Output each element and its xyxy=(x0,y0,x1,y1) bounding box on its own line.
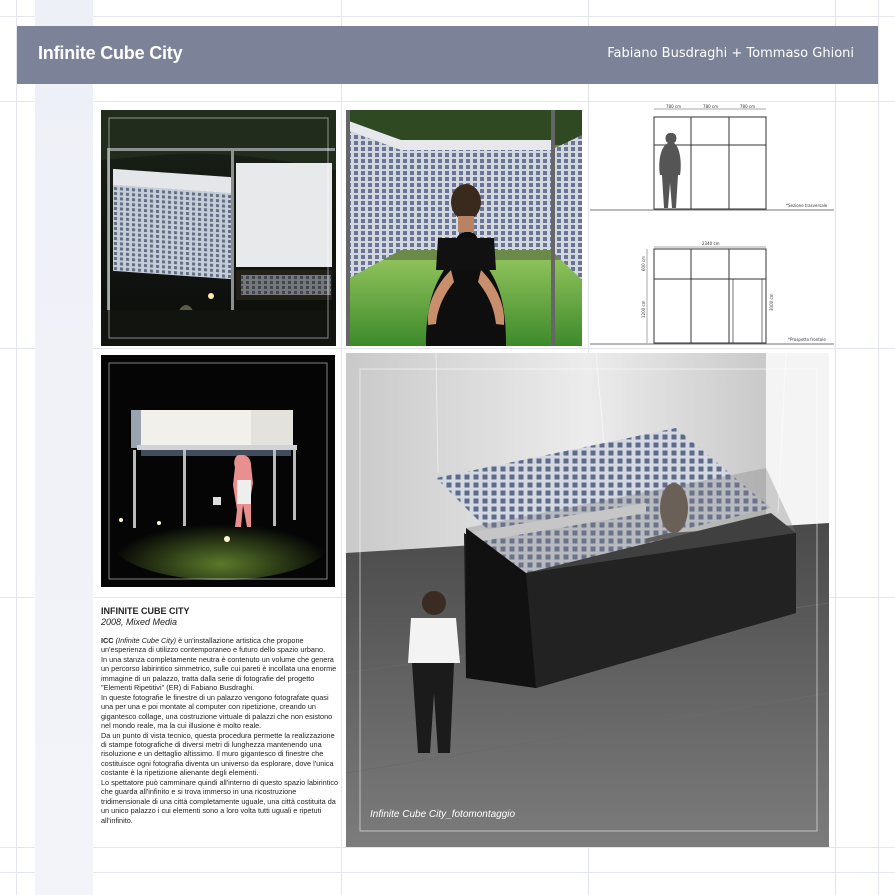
description-block xyxy=(101,606,339,825)
dim-label: 780 cm xyxy=(740,104,756,109)
paragraph: Lo spettatore può camminare quindi all'interno di questo spazio labirintico che guarda all'infinito e si trova immerso in una ricostruzione tridimensionale di una città completamente uguale, una città costituita da un unico palazzo i cui elementi sono a loro volta tutti uguali e ripetuti all'infinito. xyxy=(101,777,339,825)
dim-label: 3000 cm xyxy=(769,293,774,311)
grid-line xyxy=(0,348,895,349)
paragraph xyxy=(101,636,339,655)
drawing-label: *Prospetto frontale xyxy=(788,337,826,342)
icc-full-name: (Infinite Cube City) xyxy=(115,636,177,645)
photo-caption: Infinite Cube City_fotomontaggio xyxy=(370,809,516,820)
grid-line xyxy=(16,0,17,895)
photo-visitor-back xyxy=(346,110,582,346)
paragraph: In una stanza completamente neutra è contenuto un volume che genera un percorso labirintico simmetrico, sulle cui pareti è incollata una enorme immagine di un palazzo, tratta dalla serie di fotografie del progetto "Elementi Ripetitivi" (ER) di Fabiano Busdraghi. xyxy=(101,654,337,693)
paragraph: In queste fotografie le finestre di un palazzo vengono fotografate quasi una per una e poi montate al computer con ripetizione, creando un gigantesco collage, una costruzione virtuale di palazzi che non esistono nel mondo reale, ma la cui illusione è molto reale. xyxy=(101,692,333,731)
header-bar xyxy=(17,26,878,84)
technical-drawings xyxy=(590,103,834,347)
left-band xyxy=(35,0,93,895)
dim-label: 1200 cm xyxy=(641,300,646,318)
drawings-svg xyxy=(590,103,834,347)
photo-photomontage xyxy=(346,353,829,847)
photo-photomontage-image xyxy=(346,353,829,847)
dim-label: 780 cm xyxy=(703,104,719,109)
photo-night-installation-image xyxy=(101,110,336,346)
grid-line xyxy=(0,847,895,848)
grid-line xyxy=(0,101,895,102)
dim-label: 2340 cm xyxy=(702,241,720,246)
description-body xyxy=(101,636,339,825)
grid-line xyxy=(878,0,879,895)
grid-line xyxy=(835,0,836,895)
dim-label: 780 cm xyxy=(666,104,682,109)
icc-acronym: ICC xyxy=(101,636,114,645)
grid-line xyxy=(0,16,895,17)
grid-line xyxy=(341,0,342,895)
paragraph-text: è un'installazione artistica che propone un'esperienza di utilizzo contemporaneo e futuro dello spazio urbano. xyxy=(101,636,326,655)
authors: Fabiano Busdraghi + Tommaso Ghioni xyxy=(607,46,854,61)
photo-night-installation xyxy=(101,110,336,346)
photo-night-visitor-image xyxy=(101,355,335,587)
page-title: Infinite Cube City xyxy=(38,43,183,63)
project-title: INFINITE CUBE CITY xyxy=(101,606,190,616)
paragraph: Da un punto di vista tecnico, questa procedura permette la realizzazione di stampe fotografiche di diversi metri di lunghezza mantenendo una risoluzione e un dettaglio altissimo. Il muro gigantesco di finestre che costituisce ogni fotografia diventa un universo da esplorare, dove l'unica costante è la ripetizione alienante degli elementi. xyxy=(101,730,335,778)
photo-visitor-back-image xyxy=(346,110,582,346)
human-figure-icon xyxy=(659,133,680,208)
photo-night-visitor xyxy=(101,355,335,587)
drawing-label: *Sezione trasversale xyxy=(786,203,828,208)
project-subtitle: 2008, Mixed Media xyxy=(101,617,178,627)
grid-line xyxy=(0,872,895,873)
dim-label: 600 cm xyxy=(641,255,646,271)
